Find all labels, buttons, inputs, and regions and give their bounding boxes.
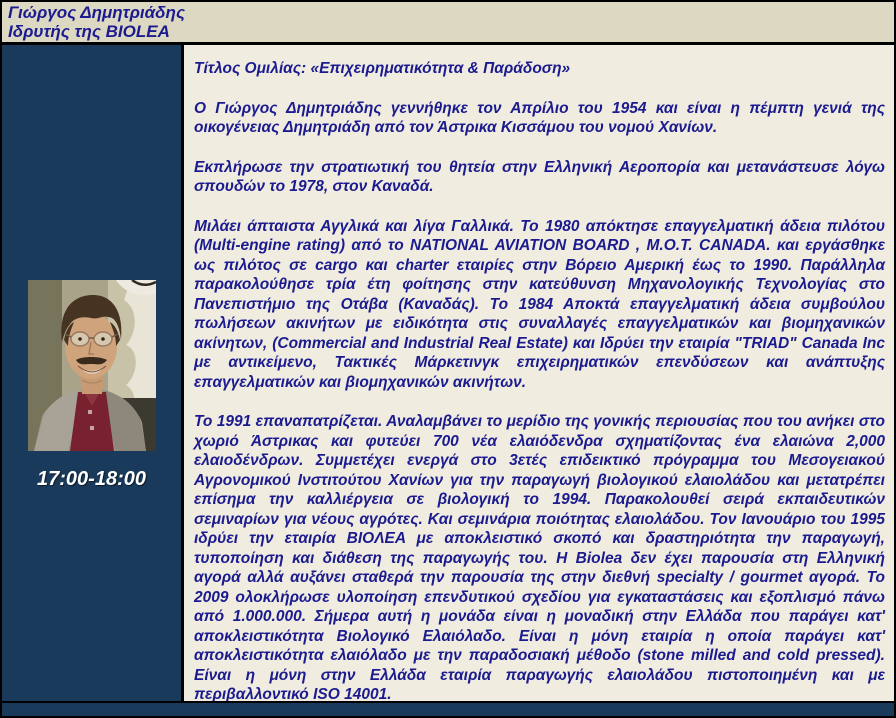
page-header [2, 2, 894, 42]
speaker-role: Ιδρυτής της BIOLEA [8, 22, 170, 41]
main-area [2, 45, 894, 701]
bio-paragraph: Εκπλήρωσε την στρατιωτική του θητεία στην Ελληνική Αεροπορία και μετανάστευσε λόγω σπουδών το 1978, στον Καναδά. [194, 158, 885, 195]
speaker-photo [28, 280, 156, 451]
bio-paragraph: Το 1991 επαναπατρίζεται. Αναλαμβάνει το μερίδιο της γονικής περιουσίας που του ανήκει στο χωριό Άστρικας και φυτεύει 700 νέα ελαιόδενδρα σχηματίζοντας ένα ελαιώνα 2,000 ελαιοδένδρων. Συμμετέχει ενεργά στο 3ετές επιδεικτικό πρόγραμμα του Μεσογειακού Αγρονομικού Ινστιτούτου Χανίων για την παραγωγή βιολογικού ελαιολάδου και μετατρέπει επίσημα την καλλιέργεια σε βιολογική το 1994. Παρακολουθεί σειρά εκπαιδευτικών σεμιναρίων για νέους αγρότες. Και σεμινάρια ποιότητας ελαιολάδου. Τον Ιανουάριο του 1995 ιδρύει την εταιρία ΒΙΟΛΕΑ με αποκλειστικό σκοπό και δραστηριότητα την παραγωγή, τυποποίηση και διάθεση της παραγωγής του. Η Biolea δεν έχει παρουσία στη Ελληνική αγορά αλλά αυξάνει σταθερά την παρουσία της στην διεθνή specialty / gourmet αγορά. Το 2009 ολοκλήρωσε υλοποίηση επενδυτικού σχεδίου για εγκαταστάσεις και εξοπλισμό πάνω από 1.000.000. Σήμερα αυτή η μονάδα είναι η μοναδική στην Ελλάδα που παράγει κατ' αποκλειστικότητα Βιολογικό Ελαιόλαδο. Είναι η μόνη εταιρία η οποία παράγει κατ' αποκλειστικότητα ελαιόλαδο με την παραδοσιακή μέθοδο (stone milled and cold pressed). Είναι η μόνη στην Ελλάδα εταιρία παραγωγής ελαιολάδου πιστοποιημένη και με περιβαλλοντικό ISO 14001. [194, 413, 885, 701]
session-time: 17:00-18:00 [37, 468, 146, 490]
bio-paragraph: Μιλάει άπταιστα Αγγλικά και λίγα Γαλλικά. Το 1980 απόκτησε επαγγελματική άδεια πιλότου (Multi-engine rating) από το NATIONAL AVIATION BOARD , M.O.T. CANADA. και εργάσθηκε ως πιλότος σε cargo και charter εταιρίες στην Βόρειο Αμερική έως το 1990. Παράλληλα παρακολούθησε τρία έτη φοίτησης στην κατεύθυνση Μηχανολογικής Τεχνολογίας στο Πανεπιστήμιο της Οτάβα (Καναδάς). Το 1984 Αποκτά επαγγελματική άδεια συμβούλου πωλήσεων ακινήτων με ειδικότητα στις συναλλαγές επαγγελματικών και βιομηχανικών ακίνητων, (Commercial and Industrial Real Estate) και Ιδρύει την εταιρία "TRIAD" Canada Inc με αντικείμενο, Τακτικές Μάρκετινγκ επιχειρηματικών επενδύσεων και ανάπτυξης επαγγελματικών και βιομηχανικών ακινήτων. [194, 217, 885, 391]
speaker-photo-image [28, 280, 156, 451]
bio-content [184, 45, 894, 701]
footer-bar [2, 703, 894, 716]
sidebar [2, 45, 184, 701]
speaker-name: Γιώργος Δημητριάδης [8, 3, 185, 22]
bio-paragraph: Ο Γιώργος Δημητριάδης γεννήθηκε τον Απρίλιο του 1954 και είναι η πέμπτη γενιά της οικογένειας Δημητριάδη από τον Άστρικα Κισσάμου του νομού Χανίων. [194, 99, 885, 136]
talk-title: Τίτλος Ομιλίας: «Επιχειρηματικότητα & Παράδοση» [194, 60, 571, 77]
